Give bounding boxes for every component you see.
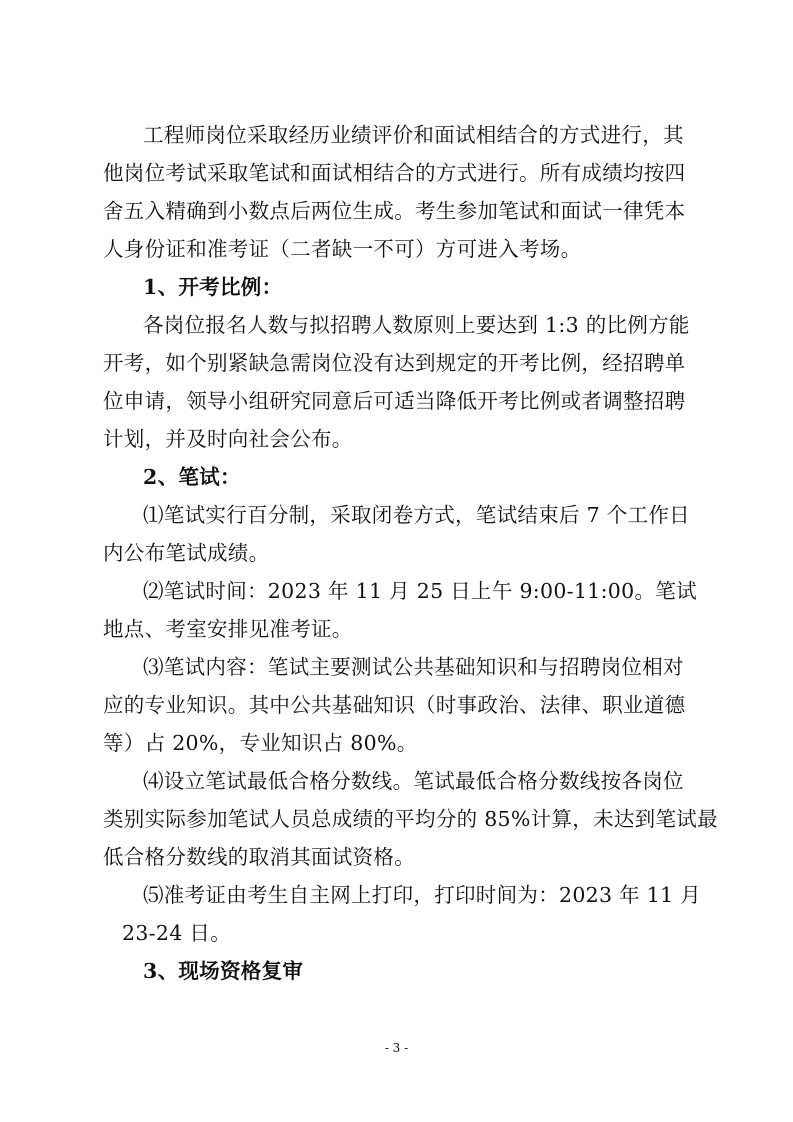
section2-item4-line-1: ⑷设立笔试最低合格分数线。笔试最低合格分数线按各岗位 (143, 769, 684, 793)
section2-item3-line-2: 应的专业知识。其中公共基础知识（时事政治、法律、职业道德 (103, 693, 686, 717)
section2-item5-line-2: 23-24 日。 (122, 921, 232, 945)
section2-item3-line-3: 等）占 20%，专业知识占 80%。 (103, 731, 418, 755)
section2-item2-line-2: 地点、考室安排见准考证。 (103, 617, 353, 641)
page-number: - 3 - (384, 1041, 409, 1055)
section1-line-1: 各岗位报名人数与拟招聘人数原则上要达到 1:3 的比例方能 (143, 313, 690, 337)
section1-heading: 1、开考比例： (143, 275, 283, 299)
section2-item5-line-1: ⑸准考证由考生自主网上打印，打印时间为：2023 年 11 月 (143, 883, 702, 907)
intro-line-1: 工程师岗位采取经历业绩评价和面试相结合的方式进行，其 (143, 123, 684, 147)
intro-line-3: 舍五入精确到小数点后两位生成。考生参加笔试和面试一律凭本 (103, 199, 686, 223)
section2-item1-line-2: 内公布笔试成绩。 (103, 541, 270, 565)
section2-item1-line-1: ⑴笔试实行百分制，采取闭卷方式，笔试结束后 7 个工作日 (143, 503, 690, 527)
section1-line-4: 计划，并及时向社会公布。 (103, 427, 353, 451)
intro-line-2: 他岗位考试采取笔试和面试相结合的方式进行。所有成绩均按四 (103, 161, 686, 185)
section2-item4-line-3: 低合格分数线的取消其面试资格。 (103, 845, 415, 869)
section1-line-2: 开考，如个别紧缺急需岗位没有达到规定的开考比例，经招聘单 (103, 351, 686, 375)
intro-line-4: 人身份证和准考证（二者缺一不可）方可进入考场。 (103, 237, 582, 261)
section2-item3-line-1: ⑶笔试内容：笔试主要测试公共基础知识和与招聘岗位相对 (143, 655, 684, 679)
section2-heading: 2、笔试： (143, 465, 241, 489)
section1-line-3: 位申请，领导小组研究同意后可适当降低开考比例或者调整招聘 (103, 389, 686, 413)
section3-heading: 3、现场资格复审 (143, 959, 304, 983)
section2-item2-line-1: ⑵笔试时间：2023 年 11 月 25 日上午 9:00-11:00。笔试 (143, 579, 697, 603)
section2-item4-line-2: 类别实际参加笔试人员总成绩的平均分的 85%计算，未达到笔试最 (103, 807, 718, 831)
